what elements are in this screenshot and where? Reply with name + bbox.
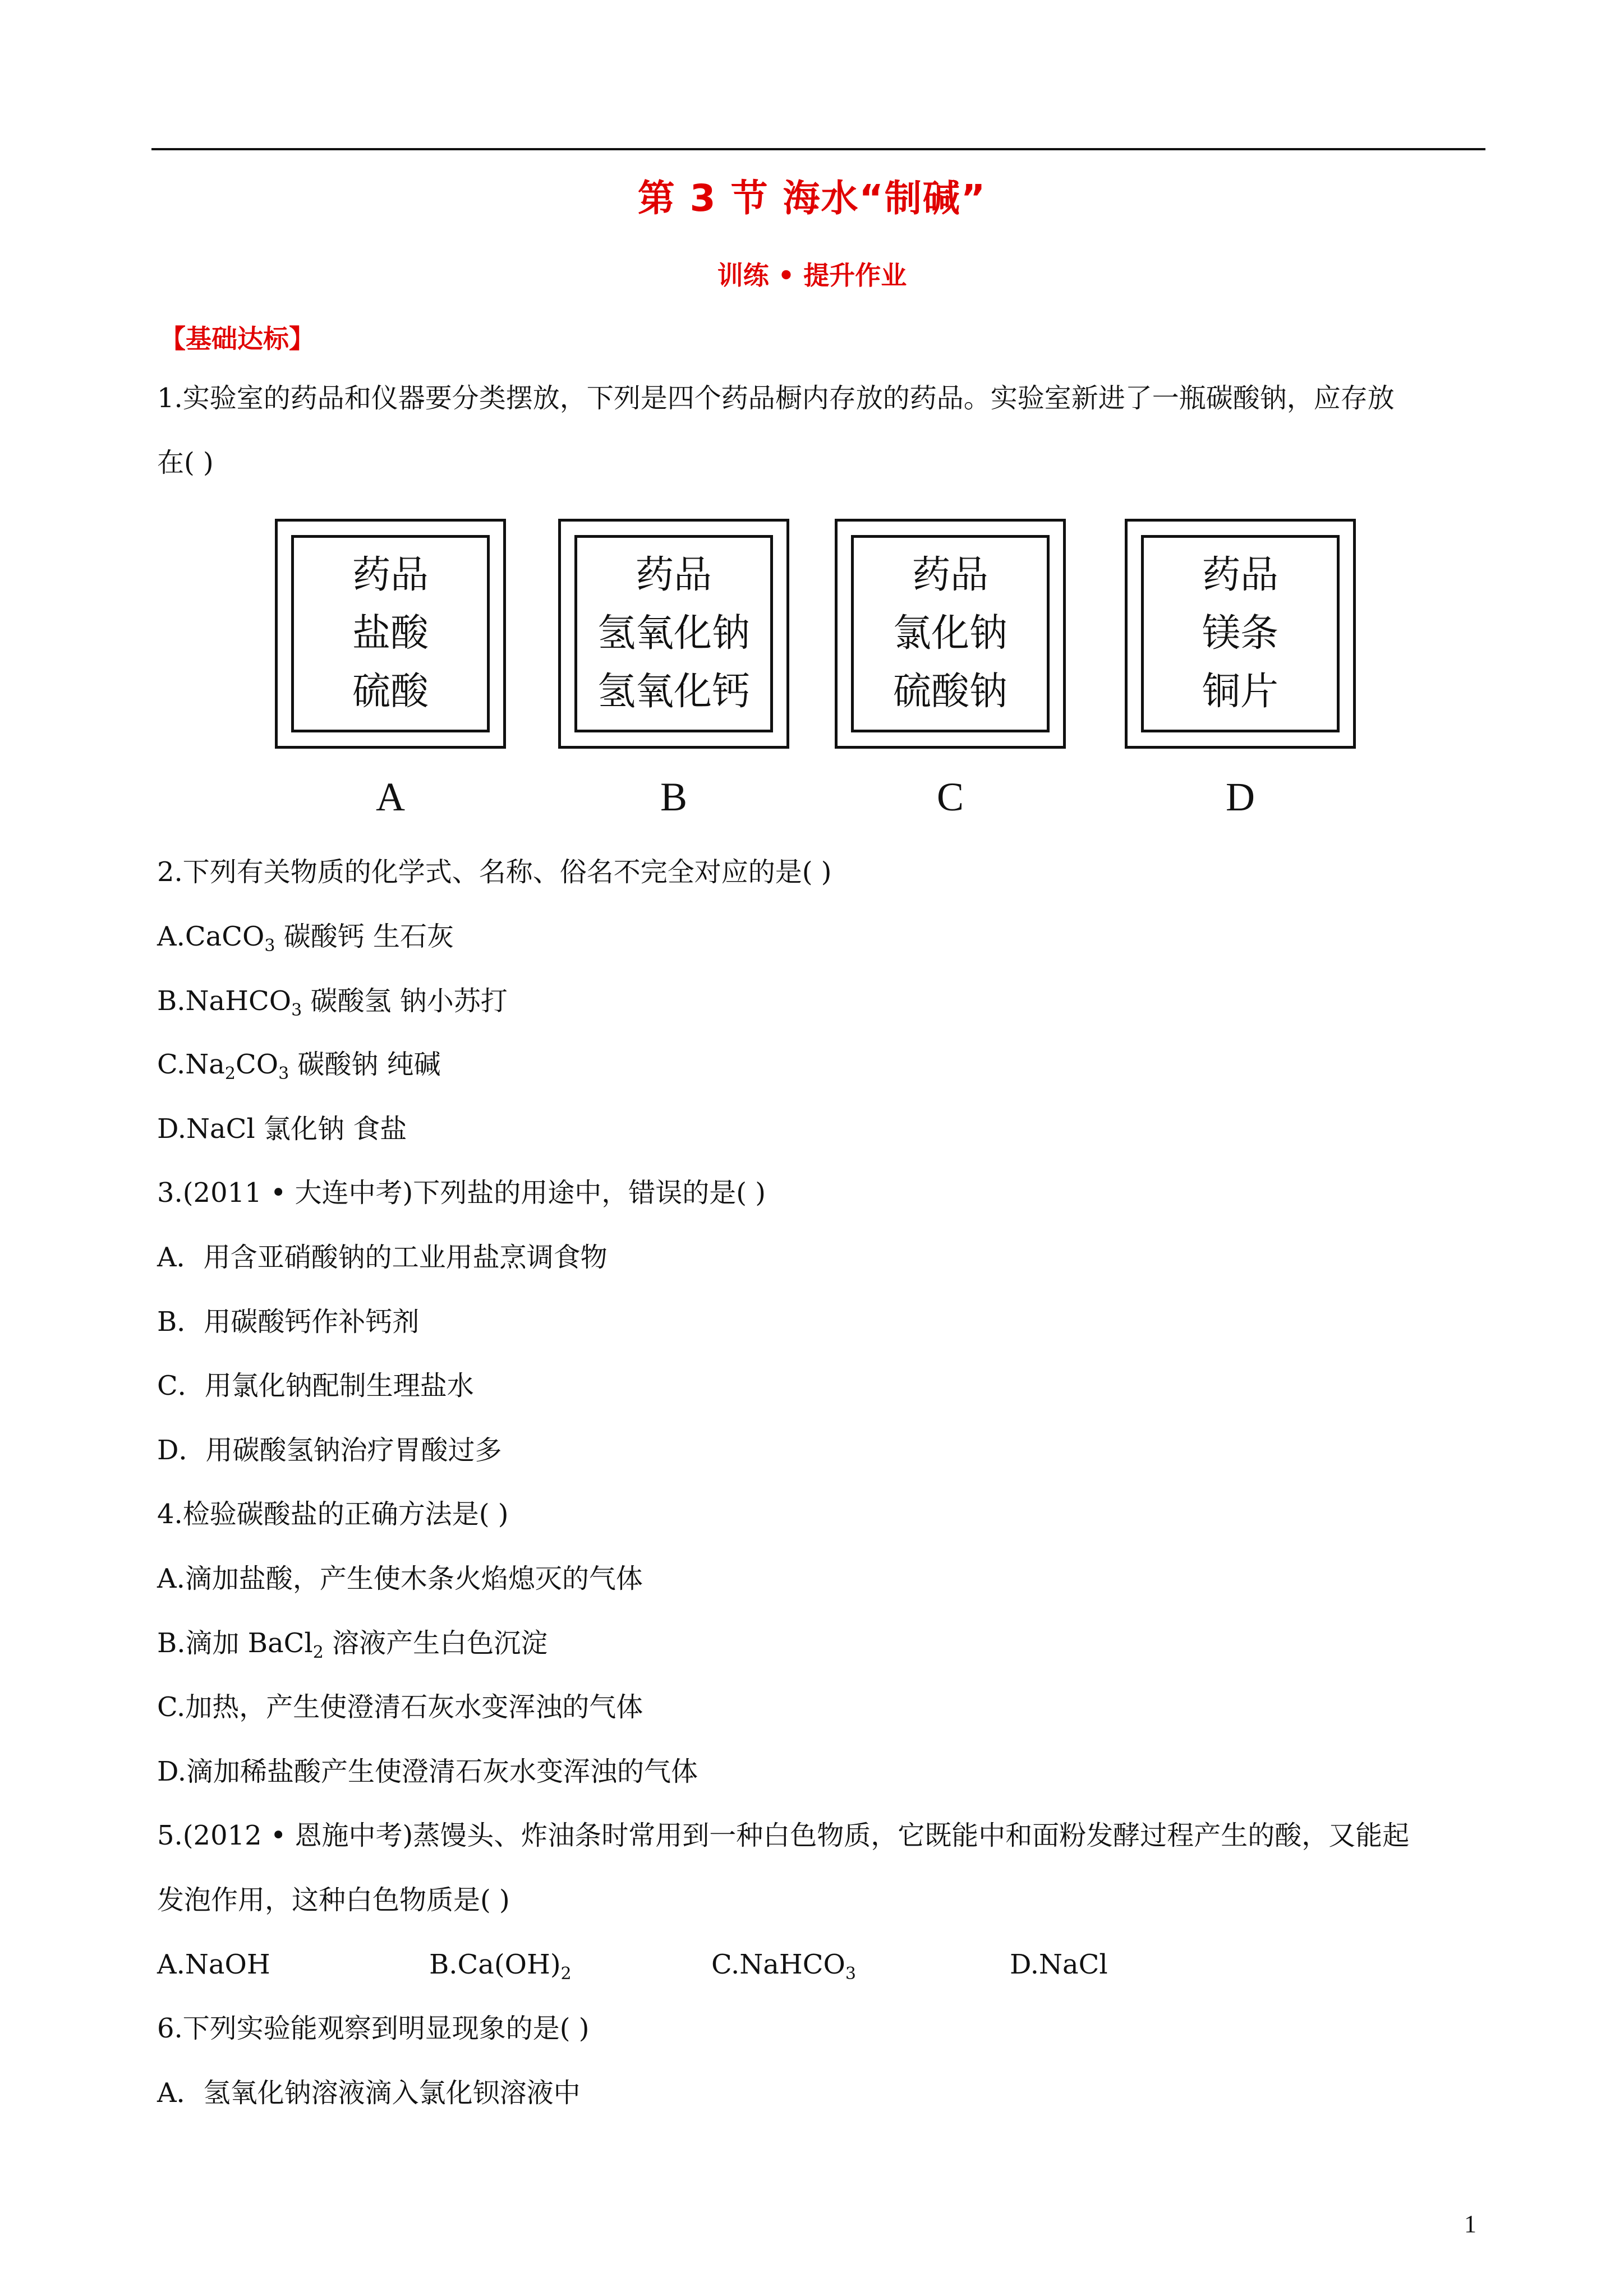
q2-option-d: D.NaCl 氯化钠 食盐 bbox=[157, 1113, 407, 1145]
q6-option-a: A．氢氧化钠溶液滴入氯化钡溶液中 bbox=[157, 2077, 581, 2109]
cabinet-d bbox=[1125, 519, 1356, 749]
cabinet-a-line: 药品 bbox=[352, 553, 429, 597]
q3-option-d: D．用碳酸氢钠治疗胃酸过多 bbox=[157, 1435, 502, 1466]
q5-option-d: D.NaCl bbox=[1010, 1949, 1108, 1980]
page-subtitle: 训练 • 提升作业 bbox=[717, 260, 907, 291]
cabinet-d-line: 镁条 bbox=[1202, 611, 1278, 656]
q3-stem: 3.(2011 • 大连中考)下列盐的用途中，错误的是( ) bbox=[157, 1177, 766, 1209]
q5-option-b: $B.Ca(OH)_2$ bbox=[429, 1949, 572, 1984]
cabinet-a-line: 硫酸 bbox=[352, 670, 429, 714]
cabinet-d-line: 铜片 bbox=[1202, 670, 1278, 714]
cabinet-c-line: 硫酸钠 bbox=[892, 670, 1007, 714]
q5-stem-line1: 5.(2012 • 恩施中考)蒸馒头、炸油条时常用到一种白色物质，它既能中和面粉发酵过程产生的酸，又能起 bbox=[157, 1820, 1410, 1851]
cabinet-c-line: 药品 bbox=[912, 553, 988, 597]
cabinet-b-line: 氢氧化钠 bbox=[597, 611, 750, 656]
q4-option-b: B.滴加 BaCl$_2$ 溶液产生白色沉淀 bbox=[157, 1628, 548, 1662]
q4-option-d: D.滴加稀盐酸产生使澄清石灰水变浑浊的气体 bbox=[157, 1756, 698, 1787]
q4-option-c: C.加热，产生使澄清石灰水变浑浊的气体 bbox=[157, 1691, 643, 1723]
section-heading: 【基础达标】 bbox=[160, 324, 315, 354]
q5-option-c: C.NaHCO$_3$ bbox=[711, 1949, 856, 1984]
cabinet-b-line: 药品 bbox=[635, 553, 712, 597]
q1-stem-line1: 1.实验室的药品和仪器要分类摆放，下列是四个药品橱内存放的药品。实验室新进了一瓶碳酸钠，应存放 bbox=[157, 382, 1395, 414]
cabinet-a-line: 盐酸 bbox=[352, 611, 429, 656]
page-title: 第 3 节 海水“制碱” bbox=[637, 177, 987, 220]
q5-option-a: A.NaOH bbox=[157, 1949, 270, 1980]
q2-option-b: B.NaHCO$_3$ 碳酸氢 钠小苏打 bbox=[157, 985, 508, 1020]
header-rule bbox=[151, 148, 1485, 150]
cabinet-c-line: 氯化钠 bbox=[892, 611, 1007, 656]
q1-stem-line2: 在( ) bbox=[157, 447, 214, 478]
q2-option-a: A.CaCO$_3$ 碳酸钙 生石灰 bbox=[157, 921, 454, 956]
cabinet-d-label: D bbox=[1226, 774, 1255, 819]
cabinet-a bbox=[275, 519, 506, 749]
q4-stem: 4.检验碳酸盐的正确方法是( ) bbox=[157, 1499, 509, 1530]
page-number: 1 bbox=[1464, 2210, 1476, 2238]
q3-option-b: B．用碳酸钙作补钙剂 bbox=[157, 1306, 420, 1338]
q2-stem: 2.下列有关物质的化学式、名称、俗名不完全对应的是( ) bbox=[157, 856, 832, 888]
cabinet-b-label: B bbox=[660, 774, 688, 819]
q5-stem-line2: 发泡作用，这种白色物质是( ) bbox=[157, 1884, 510, 1916]
cabinet-c bbox=[835, 519, 1066, 749]
cabinet-c-label: C bbox=[936, 774, 964, 819]
cabinet-b bbox=[558, 519, 789, 749]
q3-option-c: C．用氯化钠配制生理盐水 bbox=[157, 1370, 474, 1401]
q4-option-a: A.滴加盐酸，产生使木条火焰熄灭的气体 bbox=[157, 1563, 643, 1594]
cabinet-d-line: 药品 bbox=[1202, 553, 1278, 597]
q3-option-a: A．用含亚硝酸钠的工业用盐烹调食物 bbox=[157, 1242, 608, 1273]
cabinet-b-line: 氢氧化钙 bbox=[597, 670, 750, 714]
q2-option-c: $C.Na_2CO_3$ 碳酸钠 纯碱 bbox=[157, 1049, 441, 1084]
q6-stem: 6.下列实验能观察到明显现象的是( ) bbox=[157, 2013, 590, 2044]
cabinet-a-label: A bbox=[376, 774, 405, 819]
